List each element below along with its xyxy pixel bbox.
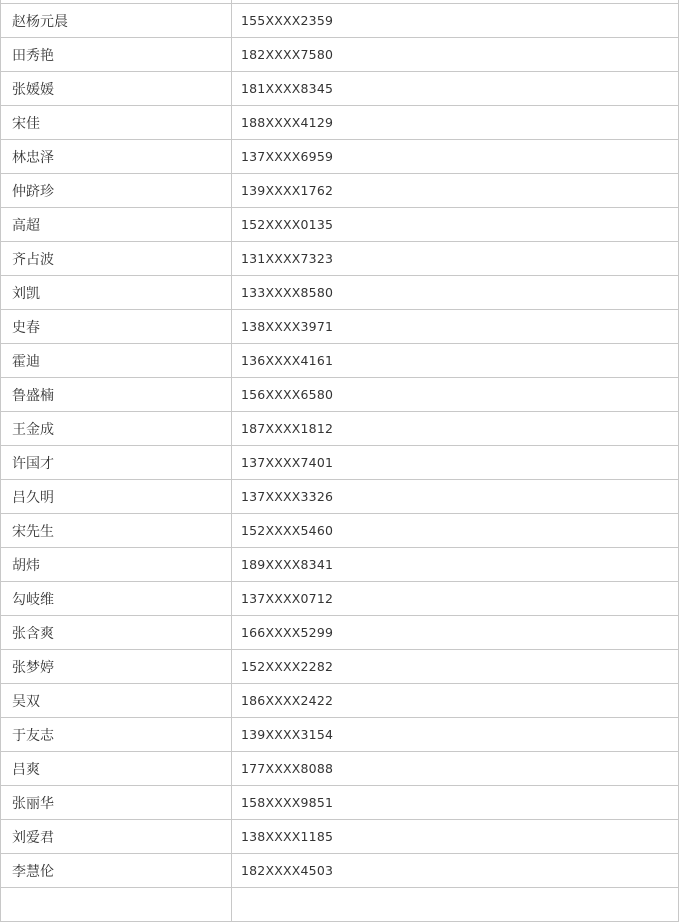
phone-cell: 152XXXX0135 xyxy=(232,208,679,242)
table-row xyxy=(1,344,679,378)
phone-cell: 152XXXX2282 xyxy=(232,650,679,684)
table-row xyxy=(1,208,679,242)
table-row xyxy=(1,378,679,412)
table-row xyxy=(1,480,679,514)
name-cell: 许国才 xyxy=(1,446,232,480)
table-row xyxy=(1,650,679,684)
table-row xyxy=(1,72,679,106)
name-cell: 宋先生 xyxy=(1,514,232,548)
name-cell: 林忠泽 xyxy=(1,140,232,174)
phone-cell: 139XXXX1762 xyxy=(232,174,679,208)
table-row xyxy=(1,310,679,344)
name-cell: 吕久明 xyxy=(1,480,232,514)
table-row xyxy=(1,446,679,480)
phone-cell: 138XXXX1185 xyxy=(232,820,679,854)
phone-cell: 189XXXX8341 xyxy=(232,548,679,582)
table-row xyxy=(1,820,679,854)
phone-cell: 156XXXX6580 xyxy=(232,378,679,412)
table-row xyxy=(1,548,679,582)
phone-cell: 152XXXX5460 xyxy=(232,514,679,548)
phone-cell: 181XXXX8345 xyxy=(232,72,679,106)
table-row xyxy=(1,854,679,888)
name-cell: 霍迪 xyxy=(1,344,232,378)
table-row xyxy=(1,106,679,140)
table-row xyxy=(1,242,679,276)
phone-cell: 137XXXX0712 xyxy=(232,582,679,616)
phone-cell: 131XXXX7323 xyxy=(232,242,679,276)
phone-cell: 137XXXX3326 xyxy=(232,480,679,514)
phone-cell: 137XXXX6959 xyxy=(232,140,679,174)
phone-cell: 136XXXX4161 xyxy=(232,344,679,378)
name-cell: 吕爽 xyxy=(1,752,232,786)
phone-cell: 133XXXX8580 xyxy=(232,276,679,310)
table-row xyxy=(1,582,679,616)
name-cell: 刘爱君 xyxy=(1,820,232,854)
table-row xyxy=(1,752,679,786)
name-cell: 勾岐维 xyxy=(1,582,232,616)
name-cell: 王金成 xyxy=(1,412,232,446)
name-cell: 吴双 xyxy=(1,684,232,718)
phone-cell: 188XXXX4129 xyxy=(232,106,679,140)
name-cell: 高超 xyxy=(1,208,232,242)
phone-cell: 158XXXX9851 xyxy=(232,786,679,820)
table-row xyxy=(1,718,679,752)
name-cell: 田秀艳 xyxy=(1,38,232,72)
table-row xyxy=(1,4,679,38)
name-cell: 仲跻珍 xyxy=(1,174,232,208)
table-row xyxy=(1,276,679,310)
table-row xyxy=(1,786,679,820)
phone-cell: 139XXXX3154 xyxy=(232,718,679,752)
phone-cell: 137XXXX7401 xyxy=(232,446,679,480)
name-cell: 张含爽 xyxy=(1,616,232,650)
name-cell: 张媛媛 xyxy=(1,72,232,106)
table-row xyxy=(1,514,679,548)
phone-cell: 182XXXX4503 xyxy=(232,854,679,888)
name-cell: 史春 xyxy=(1,310,232,344)
table-row xyxy=(1,140,679,174)
name-cell: 宋佳 xyxy=(1,106,232,140)
name-cell: 于友志 xyxy=(1,718,232,752)
name-cell: 胡炜 xyxy=(1,548,232,582)
phone-cell: 186XXXX2422 xyxy=(232,684,679,718)
table-row xyxy=(1,616,679,650)
name-cell: 鲁盛楠 xyxy=(1,378,232,412)
phone-cell: 177XXXX8088 xyxy=(232,752,679,786)
name-cell: 李慧伦 xyxy=(1,854,232,888)
phone-cell: 155XXXX2359 xyxy=(232,4,679,38)
name-cell: 张丽华 xyxy=(1,786,232,820)
phone-cell: 138XXXX3971 xyxy=(232,310,679,344)
name-cell: 张梦婷 xyxy=(1,650,232,684)
table-row xyxy=(1,174,679,208)
name-cell: 齐占波 xyxy=(1,242,232,276)
name-cell: 刘凯 xyxy=(1,276,232,310)
table-row xyxy=(1,412,679,446)
phone-cell: 166XXXX5299 xyxy=(232,616,679,650)
contact-table-body xyxy=(1,0,679,922)
table-row xyxy=(1,38,679,72)
phone-cell: 187XXXX1812 xyxy=(232,412,679,446)
phone-cell: 182XXXX7580 xyxy=(232,38,679,72)
table-row xyxy=(1,684,679,718)
name-cell: 赵杨元晨 xyxy=(1,4,232,38)
